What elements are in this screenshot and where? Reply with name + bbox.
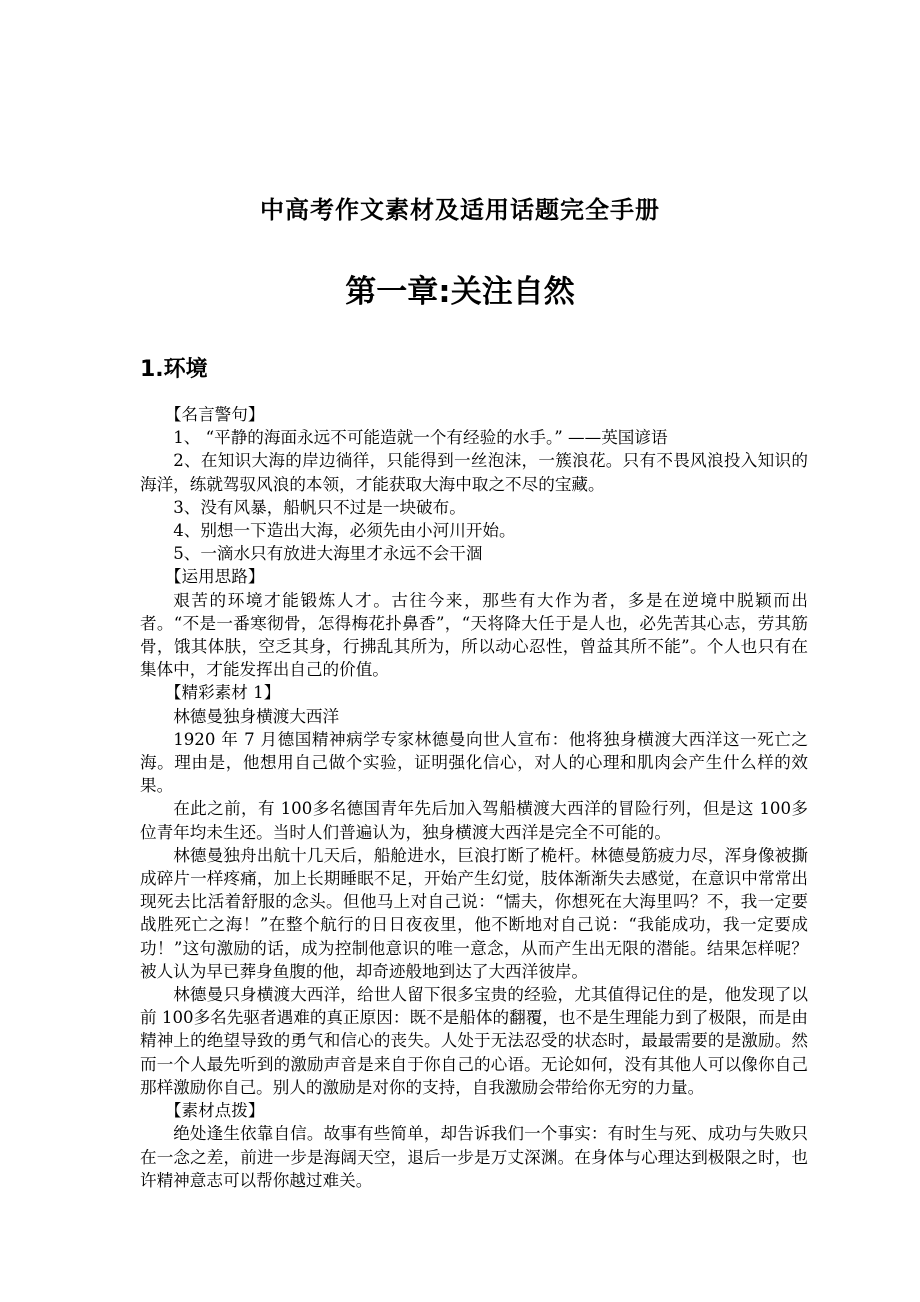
usage-heading: 【运用思路】 xyxy=(164,567,265,587)
material-paragraph: 在此之前，有 100多名德国青年先后加入驾船横渡大西洋的冒险行列，但是这 100多位青年均未生还。当时人们普遍认为，独身横渡大西洋是完全不可能的。 xyxy=(140,799,808,842)
usage-paragraph: 艰苦的环境才能锻炼人才。古往今来，那些有大作为者，多是在逆境中脱颖而出者。“不是一番寒彻骨，怎得梅花扑鼻香”，“天将降大任于是人也，必先苦其心志，劳其筋骨，饿其体肤，空乏其身，行拂乱其所为，所以动心忍性，曾益其所不能”。个人也只有在集体中，才能发挥出自己的价值。 xyxy=(140,590,808,680)
material-heading: 【精彩素材 1】 xyxy=(164,683,281,703)
material-paragraph: 1920 年 7 月德国精神病学专家林德曼向世人宣布：他将独身横渡大西洋这一死亡之海。理由是，他想用自己做个实验，证明强化信心，对人的心理和肌肉会产生什么样的效果。 xyxy=(140,729,808,796)
chapter-title: 第一章:关注自然 xyxy=(345,274,575,310)
document-body xyxy=(140,403,808,1192)
quote-item: 3、没有风暴，船帆只不过是一块破布。 xyxy=(173,497,466,517)
section-title: 1.环境 xyxy=(140,357,208,382)
quote-item: 1、 “平静的海面永远不可能造就一个有经验的水手。” ——英国谚语 xyxy=(173,428,668,448)
quote-item: 4、别想一下造出大海，必须先由小河川开始。 xyxy=(173,521,516,541)
material-paragraph: 林德曼只身横渡大西洋，给世人留下很多宝贵的经验，尤其值得记住的是，他发现了以前 100多名先驱者遇难的真正原因：既不是船体的翻覆，也不是生理能力到了极限，而是由精神上的绝望导致的勇气和信心的丧失。人处于无法忍受的状态时，最最需要的是激励。然而一个人最先听到的激励声音是来自于你自己的心语。无论如何，没有其他人可以像你自己那样激励你自己。别人的激励是对你的支持，自我激励会带给你无穷的力量。 xyxy=(140,985,808,1097)
comment-paragraph: 绝处逢生依靠自信。故事有些简单，却告诉我们一个事实：有时生与死、成功与失败只在一念之差，前进一步是海阔天空，退后一步是万丈深渊。在身体与心理达到极限之时，也许精神意志可以帮你越过难关。 xyxy=(140,1124,808,1190)
comment-heading: 【素材点拨】 xyxy=(164,1101,265,1121)
quote-item: 5、一滴水只有放进大海里才永远不会干涸 xyxy=(173,544,483,564)
material-title: 林德曼独身横渡大西洋 xyxy=(173,706,340,726)
quotes-heading: 【名言警句】 xyxy=(164,405,265,424)
material-paragraph: 林德曼独舟出航十几天后，船舱进水，巨浪打断了桅杆。林德曼筋疲力尽，浑身像被撕成碎片一样疼痛，加上长期睡眠不足，开始产生幻觉，肢体渐渐失去感觉，在意识中常常出现死去比活着舒服的念头。但他马上对自己说：“懦夫，你想死在大海里吗？不，我一定要战胜死亡之海！”在整个航行的日日夜夜里，他不断地对自己说：“我能成功，我一定要成功！”这句激励的话，成为控制他意识的唯一意念，从而产生出无限的潜能。结果怎样呢？被人认为早已葬身鱼腹的他，却奇迹般地到达了大西洋彼岸。 xyxy=(140,845,808,981)
document-title: 中高考作文素材及适用话题完全手册 xyxy=(260,196,660,224)
quote-item: 2、在知识大海的岸边徜徉，只能得到一丝泡沫，一簇浪花。只有不畏风浪投入知识的海洋，练就驾驭风浪的本领，才能获取大海中取之不尽的宝藏。 xyxy=(140,451,808,494)
